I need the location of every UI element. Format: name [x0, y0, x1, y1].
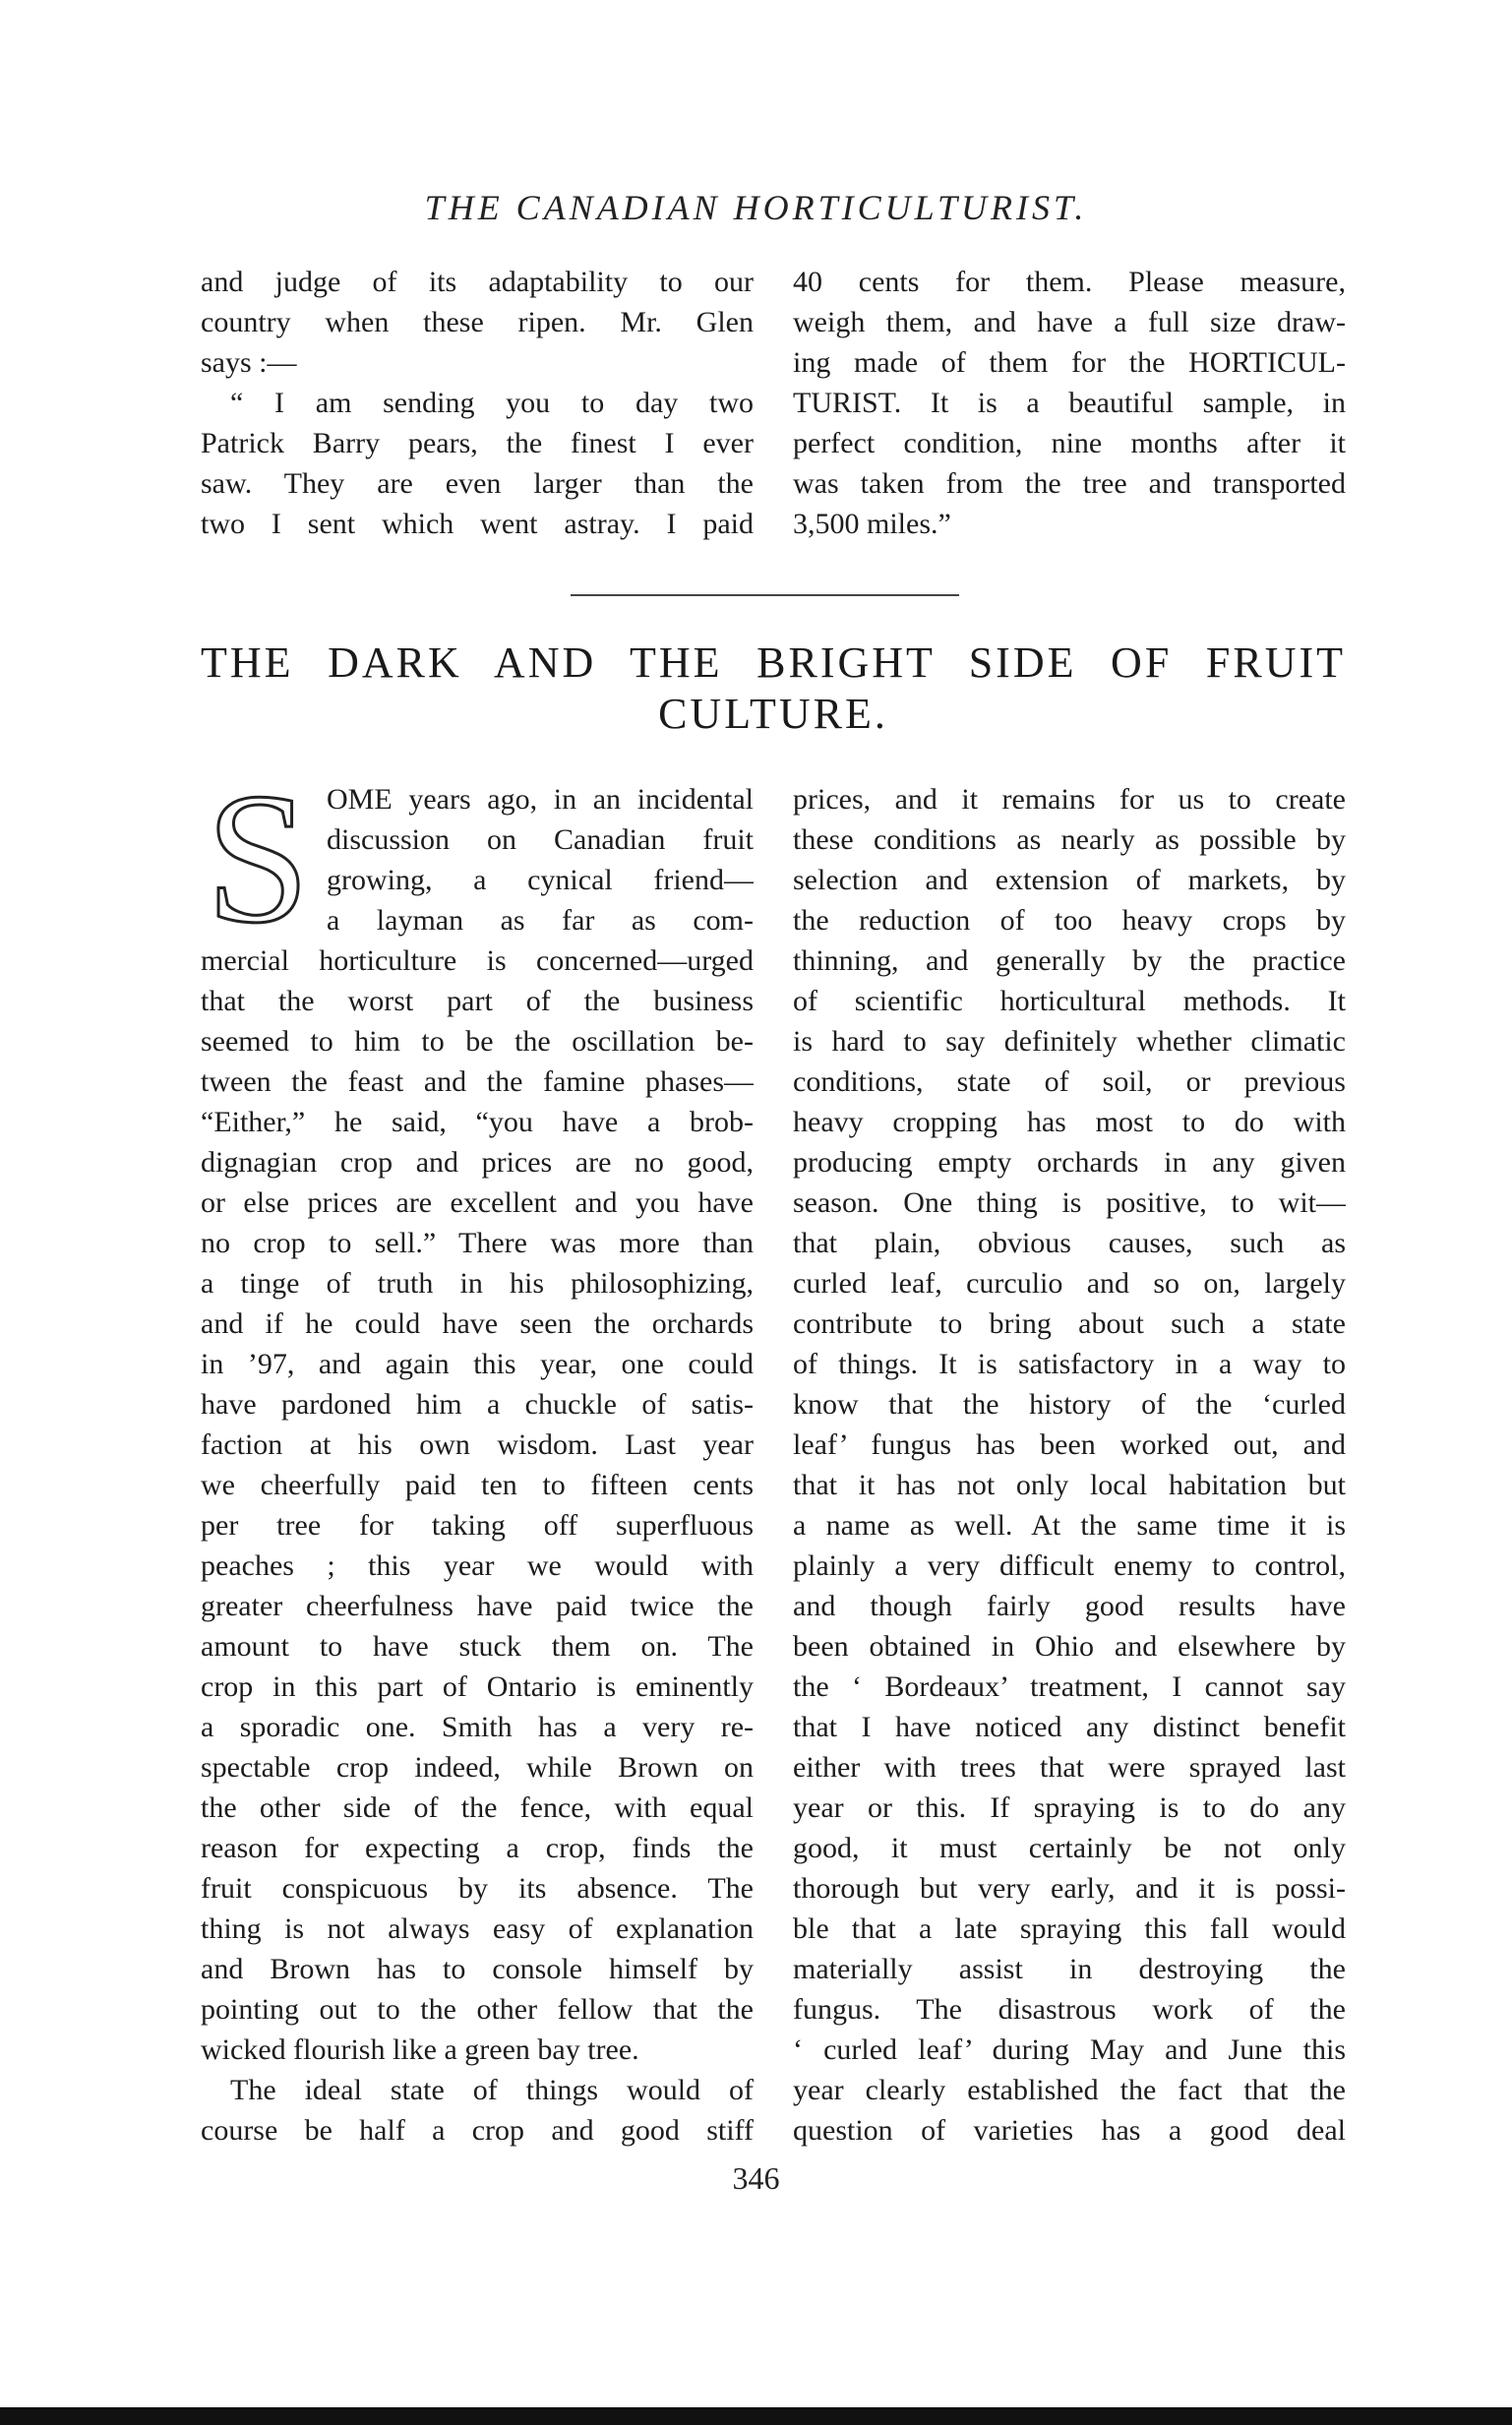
text-line: spectable crop indeed, while Brown on: [201, 1751, 754, 1784]
text-line: have pardoned him a chuckle of satis-: [201, 1388, 754, 1421]
text-line: a tinge of truth in his philosophizing,: [201, 1267, 754, 1300]
page-number: 346: [732, 2160, 780, 2196]
dropcap-letter: S: [206, 783, 310, 940]
scan-border: [0, 2407, 1512, 2425]
text-line: seemed to him to be the oscillation be-: [201, 1025, 754, 1058]
top-right-column: [793, 262, 1346, 544]
text-line: in ’97, and again this year, one could: [201, 1348, 754, 1380]
text-line: weigh them, and have a full size draw-: [793, 306, 1346, 338]
text-line: 3,500 miles.”: [793, 508, 951, 540]
dropcap-s-ornament: [201, 783, 315, 940]
text-line: that plain, obvious causes, such as: [793, 1227, 1346, 1259]
text-line: dignagian crop and prices are no good,: [201, 1146, 754, 1179]
text-line: ing made of them for the HORTICUL-: [793, 346, 1346, 379]
text-line: greater cheerfulness have paid twice the: [201, 1590, 754, 1622]
text-line: and Brown has to console himself by: [201, 1953, 754, 1985]
article-title: [201, 637, 1346, 740]
text-line: heavy cropping has most to do with: [793, 1106, 1346, 1138]
text-line: tween the feast and the famine phases—: [201, 1065, 754, 1098]
text-line: fungus. The disastrous work of the: [793, 1993, 1346, 2026]
text-line: a name as well. At the same time it is: [793, 1509, 1346, 1542]
text-line: discussion on Canadian fruit: [327, 823, 754, 856]
text-line: thorough but very early, and it is possi-: [793, 1872, 1346, 1905]
text-line: fruit conspicuous by its absence. The: [201, 1872, 754, 1905]
text-line: prices, and it remains for us to create: [793, 783, 1346, 816]
text-line: these conditions as nearly as possible by: [793, 823, 1346, 856]
body-right-column: [793, 779, 1346, 2151]
text-line: a sporadic one. Smith has a very re-: [201, 1711, 754, 1743]
text-line: a layman as far as com-: [327, 904, 754, 937]
text-line: TURIST. It is a beautiful sample, in: [793, 387, 1346, 419]
text-line: ble that a late spraying this fall would: [793, 1912, 1346, 1945]
text-line: producing empty orchards in any given: [793, 1146, 1346, 1179]
running-head: THE CANADIAN HORTICULTURIST.: [424, 188, 1088, 227]
text-line: growing, a cynical friend—: [327, 864, 754, 896]
article-title-line-1: THE DARK AND THE BRIGHT SIDE OF FRUIT: [201, 638, 1346, 687]
text-line: thing is not always easy of explanation: [201, 1912, 754, 1945]
text-line: contribute to bring about such a state: [793, 1307, 1346, 1340]
text-line: been obtained in Ohio and elsewhere by: [793, 1630, 1346, 1663]
text-line: plainly a very difficult enemy to control,: [793, 1549, 1346, 1582]
text-line: or else prices are excellent and you have: [201, 1186, 754, 1219]
text-line: that the worst part of the business: [201, 985, 754, 1017]
text-line: question of varieties has a good deal: [793, 2114, 1346, 2147]
text-line: is hard to say definitely whether climatic: [793, 1025, 1346, 1058]
text-line: The ideal state of things would of: [230, 2074, 754, 2106]
text-line: conditions, state of soil, or previous: [793, 1065, 1346, 1098]
text-line: leaf’ fungus has been worked out, and: [793, 1428, 1346, 1461]
text-line: “Either,” he said, “you have a brob-: [201, 1106, 754, 1138]
text-line: amount to have stuck them on. The: [201, 1630, 754, 1663]
text-line: reason for expecting a crop, finds the: [201, 1832, 754, 1864]
section-divider: [571, 594, 959, 596]
text-line: the ‘ Bordeaux’ treatment, I cannot say: [793, 1670, 1346, 1703]
text-line: materially assist in destroying the: [793, 1953, 1346, 1985]
text-line: the reduction of too heavy crops by: [793, 904, 1346, 937]
text-line: thinning, and generally by the practice: [793, 944, 1346, 977]
text-line: mercial horticulture is concerned—urged: [201, 944, 754, 977]
text-line: says :—: [201, 346, 297, 379]
text-line: per tree for taking off superfluous: [201, 1509, 754, 1542]
text-line: 40 cents for them. Please measure,: [793, 266, 1346, 298]
text-line: year clearly established the fact that the: [793, 2074, 1346, 2106]
text-line: of scientific horticultural methods. It: [793, 985, 1346, 1017]
text-line: pointing out to the other fellow that the: [201, 1993, 754, 2026]
text-line: we cheerfully paid ten to fifteen cents: [201, 1469, 754, 1501]
text-line: crop in this part of Ontario is eminently: [201, 1670, 754, 1703]
text-line: faction at his own wisdom. Last year: [201, 1428, 754, 1461]
text-line: that it has not only local habitation but: [793, 1469, 1346, 1501]
text-line: know that the history of the ‘curled: [793, 1388, 1346, 1421]
text-line: that I have noticed any distinct benefit: [793, 1711, 1346, 1743]
text-line: country when these ripen. Mr. Glen: [201, 306, 754, 338]
text-line: year or this. If spraying is to do any: [793, 1791, 1346, 1824]
text-line: peaches ; this year we would with: [201, 1549, 754, 1582]
text-line: Patrick Barry pears, the finest I ever: [201, 427, 754, 459]
text-line: selection and extension of markets, by: [793, 864, 1346, 896]
text-line: was taken from the tree and transported: [793, 467, 1346, 500]
text-line: good, it must certainly be not only: [793, 1832, 1346, 1864]
text-line: curled leaf, curculio and so on, largely: [793, 1267, 1346, 1300]
body-left-column: [201, 779, 754, 2151]
text-line: “ I am sending you to day two: [230, 387, 754, 419]
text-line: of things. It is satisfactory in a way to: [793, 1348, 1346, 1380]
text-line: no crop to sell.” There was more than: [201, 1227, 754, 1259]
text-line: either with trees that were sprayed last: [793, 1751, 1346, 1784]
text-line: and though fairly good results have: [793, 1590, 1346, 1622]
text-line: wicked flourish like a green bay tree.: [201, 2033, 639, 2066]
article-title-line-2: CULTURE.: [658, 690, 888, 738]
text-line: saw. They are even larger than the: [201, 467, 754, 500]
text-line: two I sent which went astray. I paid: [201, 508, 754, 540]
top-left-column: [201, 262, 754, 544]
text-line: OME years ago, in an incidental: [327, 783, 754, 816]
text-line: ‘ curled leaf’ during May and June this: [793, 2033, 1346, 2066]
text-line: and if he could have seen the orchards: [201, 1307, 754, 1340]
text-line: season. One thing is positive, to wit—: [793, 1186, 1346, 1219]
text-line: course be half a crop and good stiff: [201, 2114, 754, 2147]
text-line: the other side of the fence, with equal: [201, 1791, 754, 1824]
text-line: perfect condition, nine months after it: [793, 427, 1346, 459]
text-line: and judge of its adaptability to our: [201, 266, 754, 298]
